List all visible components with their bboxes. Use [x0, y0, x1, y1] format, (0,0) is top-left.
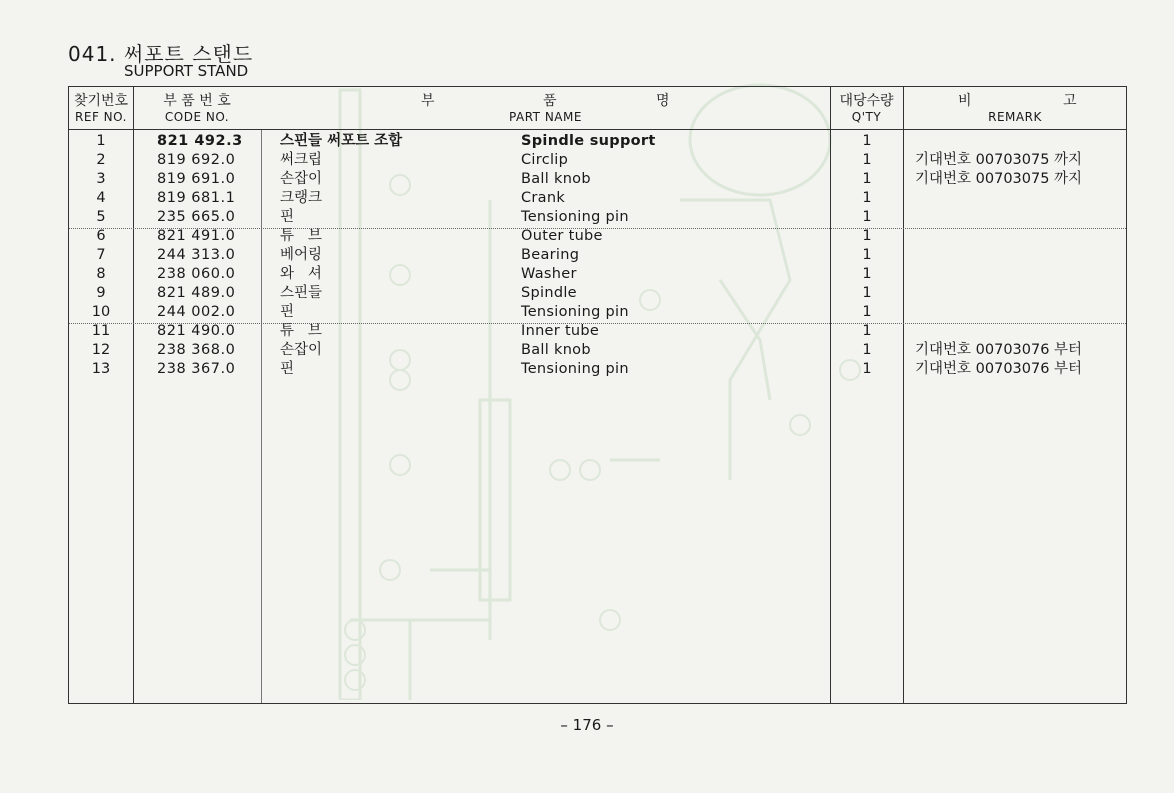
part-name-ko: 써크립 [280, 152, 323, 168]
quantity: 1 [862, 266, 872, 282]
table-row [69, 322, 1126, 341]
ref-no: 11 [91, 323, 111, 339]
parts-table [68, 86, 1127, 704]
quantity: 1 [862, 285, 872, 301]
code-no: 238 060.0 [157, 266, 236, 282]
quantity: 1 [862, 228, 872, 244]
part-name-ko: 스핀들 써포트 조합 [280, 133, 403, 149]
part-name-ko: 크랭크 [280, 190, 323, 206]
part-name-en: Crank [521, 190, 566, 206]
header-qty-en: Q'TY [851, 110, 882, 124]
header-remark-ko-1: 비 [958, 93, 972, 109]
header-part [261, 93, 830, 125]
header-divider [69, 129, 1126, 130]
part-name-ko: 손잡이 [280, 342, 323, 358]
part-name-en: Bearing [521, 247, 580, 263]
ref-no: 1 [96, 133, 106, 149]
ref-no: 9 [96, 285, 106, 301]
header-remark [903, 93, 1127, 125]
code-no: 244 002.0 [157, 304, 236, 320]
header-ref [69, 93, 133, 125]
part-name-en: Tensioning pin [521, 361, 629, 377]
ref-no: 8 [96, 266, 106, 282]
ref-no: 13 [91, 361, 111, 377]
quantity: 1 [862, 361, 872, 377]
part-name-ko: 핀 [280, 361, 295, 377]
table-row [69, 208, 1126, 227]
table-row [69, 227, 1126, 246]
part-name-ko: 튜 브 [280, 323, 322, 339]
part-name-ko: 와 셔 [280, 266, 322, 282]
remark: 기대번호 00703076 부터 [915, 342, 1083, 358]
code-no: 235 665.0 [157, 209, 236, 225]
quantity: 1 [862, 152, 872, 168]
header-code-en: CODE NO. [164, 110, 230, 124]
header-part-en: PART NAME [509, 110, 582, 124]
part-name-en: Outer tube [521, 228, 603, 244]
header-ref-en: REF NO. [75, 110, 127, 124]
table-row [69, 303, 1126, 322]
code-no: 819 692.0 [157, 152, 236, 168]
header-part-ko-3: 명 [656, 93, 670, 109]
quantity: 1 [862, 171, 872, 187]
part-name-en: Tensioning pin [521, 209, 629, 225]
table-row [69, 341, 1126, 360]
part-name-en: Ball knob [521, 171, 591, 187]
code-no: 821 491.0 [157, 228, 236, 244]
ref-no: 10 [91, 304, 111, 320]
page-title-english: SUPPORT STAND [124, 62, 249, 80]
header-part-ko-2: 품 [543, 93, 557, 109]
part-name-en: Washer [521, 266, 577, 282]
ref-no: 12 [91, 342, 111, 358]
code-no: 238 368.0 [157, 342, 236, 358]
ref-no: 4 [96, 190, 106, 206]
header-code [133, 93, 261, 125]
quantity: 1 [862, 133, 872, 149]
header-remark-en: REMARK [988, 110, 1042, 124]
part-name-ko: 손잡이 [280, 171, 323, 187]
table-row [69, 246, 1126, 265]
quantity: 1 [862, 304, 872, 320]
quantity: 1 [862, 190, 872, 206]
part-name-en: Circlip [521, 152, 569, 168]
code-no: 821 492.3 [157, 133, 243, 149]
ref-no: 3 [96, 171, 106, 187]
table-row [69, 265, 1126, 284]
remark: 기대번호 00703075 까지 [915, 171, 1083, 187]
header-qty [830, 93, 903, 125]
code-no: 244 313.0 [157, 247, 236, 263]
part-name-ko: 핀 [280, 304, 295, 320]
page-title-korean: 041. 써포트 스탠드 [68, 42, 254, 66]
header-part-ko-1: 부 [421, 93, 435, 109]
part-name-en: Inner tube [521, 323, 600, 339]
part-name-ko: 핀 [280, 209, 295, 225]
ref-no: 6 [96, 228, 106, 244]
part-name-en: Spindle support [521, 133, 656, 149]
part-name-en: Ball knob [521, 342, 591, 358]
header-ref-ko: 찾기번호 [73, 93, 129, 109]
quantity: 1 [862, 323, 872, 339]
page-number: – 176 – [560, 716, 614, 734]
part-name-en: Spindle [521, 285, 577, 301]
code-no: 821 490.0 [157, 323, 236, 339]
quantity: 1 [862, 209, 872, 225]
code-no: 819 691.0 [157, 171, 236, 187]
part-name-ko: 튜 브 [280, 228, 322, 244]
table-row [69, 360, 1126, 379]
quantity: 1 [862, 342, 872, 358]
header-qty-ko: 대당수량 [839, 93, 894, 109]
quantity: 1 [862, 247, 872, 263]
code-no: 821 489.0 [157, 285, 236, 301]
table-row [69, 284, 1126, 303]
ref-no: 2 [96, 152, 106, 168]
ref-no: 7 [96, 247, 106, 263]
header-code-ko: 부 품 번 호 [163, 93, 231, 109]
ref-no: 5 [96, 209, 106, 225]
table-row [69, 132, 1126, 151]
code-no: 238 367.0 [157, 361, 236, 377]
remark: 기대번호 00703075 까지 [915, 152, 1083, 168]
table-row [69, 151, 1126, 170]
part-name-ko: 베어링 [280, 247, 323, 263]
table-row [69, 189, 1126, 208]
part-name-ko: 스핀들 [280, 285, 323, 301]
part-name-en: Tensioning pin [521, 304, 629, 320]
header-remark-ko-2: 고 [1063, 93, 1077, 109]
table-row [69, 170, 1126, 189]
code-no: 819 681.1 [157, 190, 236, 206]
remark: 기대번호 00703076 부터 [915, 361, 1083, 377]
